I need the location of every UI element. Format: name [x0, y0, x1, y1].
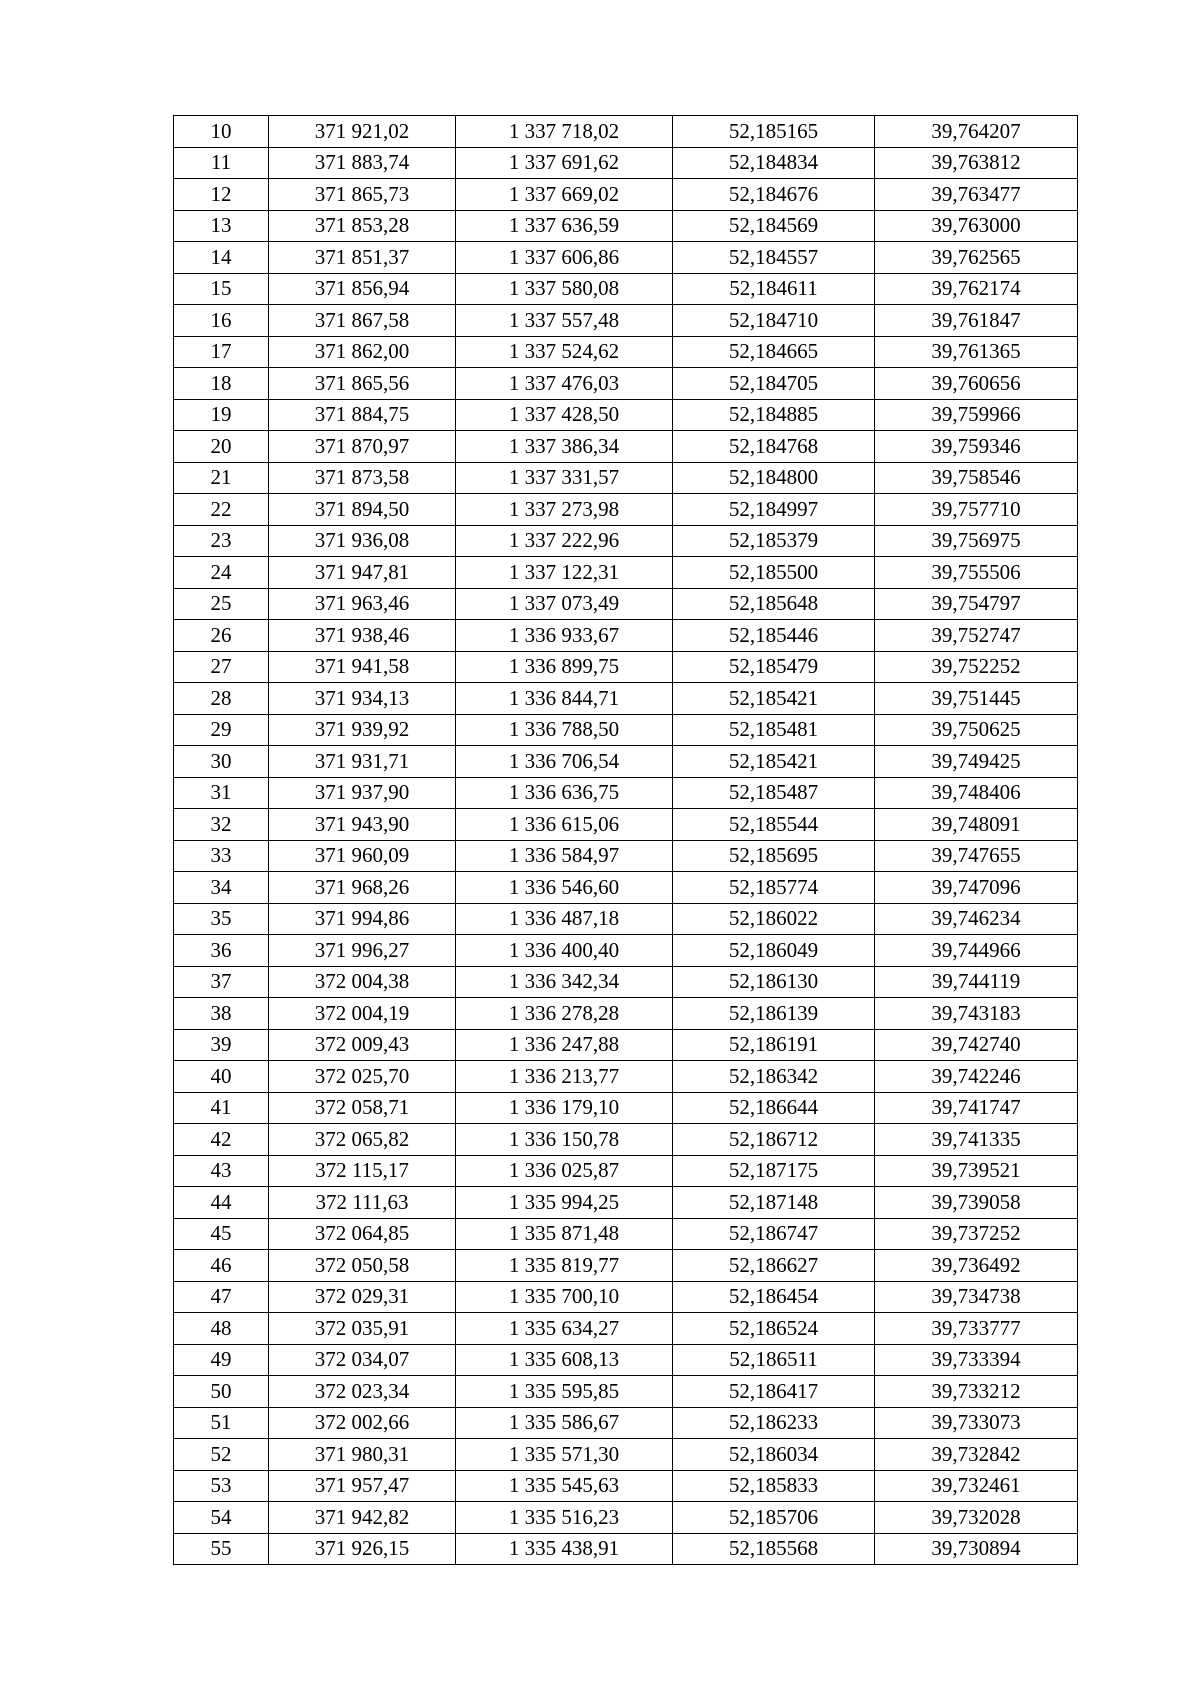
latitude-cell: 52,184710: [673, 305, 875, 337]
table-row: [174, 683, 1078, 715]
latitude-cell: 52,185165: [673, 116, 875, 148]
x-coordinate-cell: 371 931,71: [269, 746, 456, 778]
table-row: [174, 557, 1078, 589]
point-number-cell: 49: [174, 1344, 269, 1376]
x-coordinate-cell: 371 938,46: [269, 620, 456, 652]
table-row: [174, 903, 1078, 935]
point-number-cell: 24: [174, 557, 269, 589]
table-row: [174, 1533, 1078, 1565]
x-coordinate-cell: 371 941,58: [269, 651, 456, 683]
point-number-cell: 34: [174, 872, 269, 904]
x-coordinate-cell: 372 034,07: [269, 1344, 456, 1376]
table-row: [174, 1124, 1078, 1156]
y-coordinate-cell: 1 336 342,34: [456, 966, 673, 998]
longitude-cell: 39,747655: [875, 840, 1078, 872]
longitude-cell: 39,762565: [875, 242, 1078, 274]
x-coordinate-cell: 371 862,00: [269, 336, 456, 368]
y-coordinate-cell: 1 337 476,03: [456, 368, 673, 400]
table-row: [174, 935, 1078, 967]
point-number-cell: 51: [174, 1407, 269, 1439]
point-number-cell: 42: [174, 1124, 269, 1156]
point-number-cell: 36: [174, 935, 269, 967]
point-number-cell: 23: [174, 525, 269, 557]
x-coordinate-cell: 371 957,47: [269, 1470, 456, 1502]
latitude-cell: 52,185568: [673, 1533, 875, 1565]
table-row: [174, 1470, 1078, 1502]
x-coordinate-cell: 371 936,08: [269, 525, 456, 557]
point-number-cell: 22: [174, 494, 269, 526]
table-row: [174, 1313, 1078, 1345]
longitude-cell: 39,734738: [875, 1281, 1078, 1313]
y-coordinate-cell: 1 336 278,28: [456, 998, 673, 1030]
latitude-cell: 52,184885: [673, 399, 875, 431]
table-row: [174, 809, 1078, 841]
y-coordinate-cell: 1 337 222,96: [456, 525, 673, 557]
x-coordinate-cell: 371 865,56: [269, 368, 456, 400]
longitude-cell: 39,746234: [875, 903, 1078, 935]
table-row: [174, 147, 1078, 179]
x-coordinate-cell: 372 029,31: [269, 1281, 456, 1313]
y-coordinate-cell: 1 337 580,08: [456, 273, 673, 305]
y-coordinate-cell: 1 336 788,50: [456, 714, 673, 746]
table-row: [174, 116, 1078, 148]
table-row: [174, 1155, 1078, 1187]
point-number-cell: 13: [174, 210, 269, 242]
table-row: [174, 1187, 1078, 1219]
latitude-cell: 52,185774: [673, 872, 875, 904]
x-coordinate-cell: 371 980,31: [269, 1439, 456, 1471]
latitude-cell: 52,186747: [673, 1218, 875, 1250]
x-coordinate-cell: 372 065,82: [269, 1124, 456, 1156]
point-number-cell: 33: [174, 840, 269, 872]
latitude-cell: 52,186130: [673, 966, 875, 998]
latitude-cell: 52,185421: [673, 746, 875, 778]
y-coordinate-cell: 1 336 179,10: [456, 1092, 673, 1124]
table-row: [174, 1502, 1078, 1534]
x-coordinate-cell: 372 004,19: [269, 998, 456, 1030]
longitude-cell: 39,757710: [875, 494, 1078, 526]
longitude-cell: 39,733777: [875, 1313, 1078, 1345]
y-coordinate-cell: 1 337 386,34: [456, 431, 673, 463]
table-row: [174, 620, 1078, 652]
y-coordinate-cell: 1 336 636,75: [456, 777, 673, 809]
point-number-cell: 11: [174, 147, 269, 179]
longitude-cell: 39,739058: [875, 1187, 1078, 1219]
table-row: [174, 777, 1078, 809]
point-number-cell: 18: [174, 368, 269, 400]
latitude-cell: 52,185446: [673, 620, 875, 652]
x-coordinate-cell: 371 937,90: [269, 777, 456, 809]
table-row: [174, 1092, 1078, 1124]
longitude-cell: 39,744966: [875, 935, 1078, 967]
latitude-cell: 52,184800: [673, 462, 875, 494]
longitude-cell: 39,730894: [875, 1533, 1078, 1565]
x-coordinate-cell: 371 873,58: [269, 462, 456, 494]
latitude-cell: 52,184676: [673, 179, 875, 211]
table-row: [174, 273, 1078, 305]
longitude-cell: 39,750625: [875, 714, 1078, 746]
x-coordinate-cell: 372 009,43: [269, 1029, 456, 1061]
longitude-cell: 39,732842: [875, 1439, 1078, 1471]
point-number-cell: 17: [174, 336, 269, 368]
point-number-cell: 21: [174, 462, 269, 494]
x-coordinate-cell: 371 947,81: [269, 557, 456, 589]
y-coordinate-cell: 1 336 487,18: [456, 903, 673, 935]
x-coordinate-cell: 371 865,73: [269, 179, 456, 211]
longitude-cell: 39,760656: [875, 368, 1078, 400]
x-coordinate-cell: 371 894,50: [269, 494, 456, 526]
y-coordinate-cell: 1 336 706,54: [456, 746, 673, 778]
point-number-cell: 43: [174, 1155, 269, 1187]
x-coordinate-cell: 371 926,15: [269, 1533, 456, 1565]
point-number-cell: 16: [174, 305, 269, 337]
latitude-cell: 52,186511: [673, 1344, 875, 1376]
y-coordinate-cell: 1 337 073,49: [456, 588, 673, 620]
y-coordinate-cell: 1 337 669,02: [456, 179, 673, 211]
point-number-cell: 39: [174, 1029, 269, 1061]
x-coordinate-cell: 372 004,38: [269, 966, 456, 998]
longitude-cell: 39,754797: [875, 588, 1078, 620]
longitude-cell: 39,741335: [875, 1124, 1078, 1156]
y-coordinate-cell: 1 335 634,27: [456, 1313, 673, 1345]
latitude-cell: 52,185487: [673, 777, 875, 809]
point-number-cell: 40: [174, 1061, 269, 1093]
table-row: [174, 1250, 1078, 1282]
latitude-cell: 52,186022: [673, 903, 875, 935]
point-number-cell: 14: [174, 242, 269, 274]
x-coordinate-cell: 371 960,09: [269, 840, 456, 872]
longitude-cell: 39,759346: [875, 431, 1078, 463]
table-row: [174, 872, 1078, 904]
coordinates-table-body: [174, 116, 1078, 1565]
y-coordinate-cell: 1 336 400,40: [456, 935, 673, 967]
y-coordinate-cell: 1 337 718,02: [456, 116, 673, 148]
longitude-cell: 39,748406: [875, 777, 1078, 809]
point-number-cell: 27: [174, 651, 269, 683]
point-number-cell: 53: [174, 1470, 269, 1502]
table-row: [174, 714, 1078, 746]
latitude-cell: 52,184834: [673, 147, 875, 179]
latitude-cell: 52,185648: [673, 588, 875, 620]
y-coordinate-cell: 1 335 595,85: [456, 1376, 673, 1408]
table-row: [174, 525, 1078, 557]
latitude-cell: 52,185544: [673, 809, 875, 841]
latitude-cell: 52,184557: [673, 242, 875, 274]
point-number-cell: 54: [174, 1502, 269, 1534]
latitude-cell: 52,186524: [673, 1313, 875, 1345]
table-row: [174, 1376, 1078, 1408]
point-number-cell: 30: [174, 746, 269, 778]
table-row: [174, 336, 1078, 368]
table-row: [174, 1439, 1078, 1471]
longitude-cell: 39,733073: [875, 1407, 1078, 1439]
table-row: [174, 588, 1078, 620]
y-coordinate-cell: 1 336 150,78: [456, 1124, 673, 1156]
longitude-cell: 39,743183: [875, 998, 1078, 1030]
latitude-cell: 52,186644: [673, 1092, 875, 1124]
y-coordinate-cell: 1 337 606,86: [456, 242, 673, 274]
table-row: [174, 1218, 1078, 1250]
point-number-cell: 19: [174, 399, 269, 431]
longitude-cell: 39,732028: [875, 1502, 1078, 1534]
latitude-cell: 52,186034: [673, 1439, 875, 1471]
point-number-cell: 35: [174, 903, 269, 935]
x-coordinate-cell: 372 058,71: [269, 1092, 456, 1124]
table-row: [174, 242, 1078, 274]
y-coordinate-cell: 1 335 700,10: [456, 1281, 673, 1313]
point-number-cell: 52: [174, 1439, 269, 1471]
longitude-cell: 39,747096: [875, 872, 1078, 904]
point-number-cell: 15: [174, 273, 269, 305]
x-coordinate-cell: 371 883,74: [269, 147, 456, 179]
point-number-cell: 41: [174, 1092, 269, 1124]
x-coordinate-cell: 371 943,90: [269, 809, 456, 841]
latitude-cell: 52,186342: [673, 1061, 875, 1093]
x-coordinate-cell: 371 996,27: [269, 935, 456, 967]
latitude-cell: 52,184665: [673, 336, 875, 368]
longitude-cell: 39,763477: [875, 179, 1078, 211]
table-row: [174, 998, 1078, 1030]
x-coordinate-cell: 371 942,82: [269, 1502, 456, 1534]
x-coordinate-cell: 372 035,91: [269, 1313, 456, 1345]
x-coordinate-cell: 371 870,97: [269, 431, 456, 463]
table-row: [174, 431, 1078, 463]
y-coordinate-cell: 1 337 524,62: [456, 336, 673, 368]
x-coordinate-cell: 371 968,26: [269, 872, 456, 904]
x-coordinate-cell: 371 963,46: [269, 588, 456, 620]
longitude-cell: 39,752252: [875, 651, 1078, 683]
latitude-cell: 52,185833: [673, 1470, 875, 1502]
x-coordinate-cell: 372 064,85: [269, 1218, 456, 1250]
y-coordinate-cell: 1 336 025,87: [456, 1155, 673, 1187]
x-coordinate-cell: 372 115,17: [269, 1155, 456, 1187]
latitude-cell: 52,186454: [673, 1281, 875, 1313]
y-coordinate-cell: 1 337 331,57: [456, 462, 673, 494]
x-coordinate-cell: 371 921,02: [269, 116, 456, 148]
y-coordinate-cell: 1 337 122,31: [456, 557, 673, 589]
longitude-cell: 39,751445: [875, 683, 1078, 715]
latitude-cell: 52,184997: [673, 494, 875, 526]
point-number-cell: 12: [174, 179, 269, 211]
point-number-cell: 31: [174, 777, 269, 809]
longitude-cell: 39,763000: [875, 210, 1078, 242]
table-row: [174, 966, 1078, 998]
longitude-cell: 39,764207: [875, 116, 1078, 148]
y-coordinate-cell: 1 336 546,60: [456, 872, 673, 904]
longitude-cell: 39,741747: [875, 1092, 1078, 1124]
table-row: [174, 1344, 1078, 1376]
latitude-cell: 52,184569: [673, 210, 875, 242]
coordinates-table: [173, 115, 1078, 1565]
y-coordinate-cell: 1 337 273,98: [456, 494, 673, 526]
point-number-cell: 55: [174, 1533, 269, 1565]
y-coordinate-cell: 1 336 615,06: [456, 809, 673, 841]
latitude-cell: 52,187148: [673, 1187, 875, 1219]
table-row: [174, 179, 1078, 211]
table-row: [174, 651, 1078, 683]
latitude-cell: 52,184611: [673, 273, 875, 305]
table-row: [174, 840, 1078, 872]
longitude-cell: 39,744119: [875, 966, 1078, 998]
latitude-cell: 52,185500: [673, 557, 875, 589]
table-row: [174, 399, 1078, 431]
x-coordinate-cell: 371 939,92: [269, 714, 456, 746]
table-row: [174, 746, 1078, 778]
point-number-cell: 32: [174, 809, 269, 841]
longitude-cell: 39,749425: [875, 746, 1078, 778]
point-number-cell: 20: [174, 431, 269, 463]
x-coordinate-cell: 371 856,94: [269, 273, 456, 305]
latitude-cell: 52,186233: [673, 1407, 875, 1439]
y-coordinate-cell: 1 336 213,77: [456, 1061, 673, 1093]
point-number-cell: 46: [174, 1250, 269, 1282]
x-coordinate-cell: 371 853,28: [269, 210, 456, 242]
longitude-cell: 39,739521: [875, 1155, 1078, 1187]
point-number-cell: 38: [174, 998, 269, 1030]
x-coordinate-cell: 372 050,58: [269, 1250, 456, 1282]
longitude-cell: 39,733394: [875, 1344, 1078, 1376]
x-coordinate-cell: 371 934,13: [269, 683, 456, 715]
longitude-cell: 39,742740: [875, 1029, 1078, 1061]
point-number-cell: 28: [174, 683, 269, 715]
longitude-cell: 39,755506: [875, 557, 1078, 589]
longitude-cell: 39,732461: [875, 1470, 1078, 1502]
point-number-cell: 45: [174, 1218, 269, 1250]
latitude-cell: 52,185421: [673, 683, 875, 715]
point-number-cell: 48: [174, 1313, 269, 1345]
y-coordinate-cell: 1 336 844,71: [456, 683, 673, 715]
point-number-cell: 44: [174, 1187, 269, 1219]
y-coordinate-cell: 1 337 691,62: [456, 147, 673, 179]
x-coordinate-cell: 371 867,58: [269, 305, 456, 337]
longitude-cell: 39,762174: [875, 273, 1078, 305]
latitude-cell: 52,184768: [673, 431, 875, 463]
point-number-cell: 26: [174, 620, 269, 652]
table-row: [174, 1029, 1078, 1061]
table-row: [174, 368, 1078, 400]
latitude-cell: 52,185481: [673, 714, 875, 746]
longitude-cell: 39,733212: [875, 1376, 1078, 1408]
y-coordinate-cell: 1 335 438,91: [456, 1533, 673, 1565]
latitude-cell: 52,185379: [673, 525, 875, 557]
y-coordinate-cell: 1 336 899,75: [456, 651, 673, 683]
point-number-cell: 25: [174, 588, 269, 620]
latitude-cell: 52,186627: [673, 1250, 875, 1282]
longitude-cell: 39,736492: [875, 1250, 1078, 1282]
latitude-cell: 52,186417: [673, 1376, 875, 1408]
table-row: [174, 494, 1078, 526]
y-coordinate-cell: 1 335 994,25: [456, 1187, 673, 1219]
y-coordinate-cell: 1 335 516,23: [456, 1502, 673, 1534]
latitude-cell: 52,186191: [673, 1029, 875, 1061]
longitude-cell: 39,761365: [875, 336, 1078, 368]
x-coordinate-cell: 371 884,75: [269, 399, 456, 431]
latitude-cell: 52,186712: [673, 1124, 875, 1156]
latitude-cell: 52,186049: [673, 935, 875, 967]
point-number-cell: 37: [174, 966, 269, 998]
y-coordinate-cell: 1 335 586,67: [456, 1407, 673, 1439]
longitude-cell: 39,742246: [875, 1061, 1078, 1093]
latitude-cell: 52,184705: [673, 368, 875, 400]
latitude-cell: 52,185706: [673, 1502, 875, 1534]
y-coordinate-cell: 1 336 933,67: [456, 620, 673, 652]
x-coordinate-cell: 371 994,86: [269, 903, 456, 935]
y-coordinate-cell: 1 336 247,88: [456, 1029, 673, 1061]
longitude-cell: 39,759966: [875, 399, 1078, 431]
table-row: [174, 1407, 1078, 1439]
longitude-cell: 39,748091: [875, 809, 1078, 841]
longitude-cell: 39,761847: [875, 305, 1078, 337]
y-coordinate-cell: 1 335 608,13: [456, 1344, 673, 1376]
x-coordinate-cell: 372 111,63: [269, 1187, 456, 1219]
x-coordinate-cell: 372 025,70: [269, 1061, 456, 1093]
table-row: [174, 1281, 1078, 1313]
x-coordinate-cell: 371 851,37: [269, 242, 456, 274]
latitude-cell: 52,186139: [673, 998, 875, 1030]
y-coordinate-cell: 1 336 584,97: [456, 840, 673, 872]
latitude-cell: 52,187175: [673, 1155, 875, 1187]
point-number-cell: 29: [174, 714, 269, 746]
longitude-cell: 39,763812: [875, 147, 1078, 179]
table-row: [174, 305, 1078, 337]
y-coordinate-cell: 1 337 636,59: [456, 210, 673, 242]
table-row: [174, 462, 1078, 494]
x-coordinate-cell: 372 002,66: [269, 1407, 456, 1439]
latitude-cell: 52,185479: [673, 651, 875, 683]
y-coordinate-cell: 1 335 545,63: [456, 1470, 673, 1502]
longitude-cell: 39,737252: [875, 1218, 1078, 1250]
y-coordinate-cell: 1 337 428,50: [456, 399, 673, 431]
latitude-cell: 52,185695: [673, 840, 875, 872]
table-row: [174, 210, 1078, 242]
table-row: [174, 1061, 1078, 1093]
longitude-cell: 39,756975: [875, 525, 1078, 557]
point-number-cell: 50: [174, 1376, 269, 1408]
y-coordinate-cell: 1 335 819,77: [456, 1250, 673, 1282]
y-coordinate-cell: 1 335 871,48: [456, 1218, 673, 1250]
y-coordinate-cell: 1 337 557,48: [456, 305, 673, 337]
longitude-cell: 39,758546: [875, 462, 1078, 494]
x-coordinate-cell: 372 023,34: [269, 1376, 456, 1408]
point-number-cell: 10: [174, 116, 269, 148]
point-number-cell: 47: [174, 1281, 269, 1313]
longitude-cell: 39,752747: [875, 620, 1078, 652]
y-coordinate-cell: 1 335 571,30: [456, 1439, 673, 1471]
